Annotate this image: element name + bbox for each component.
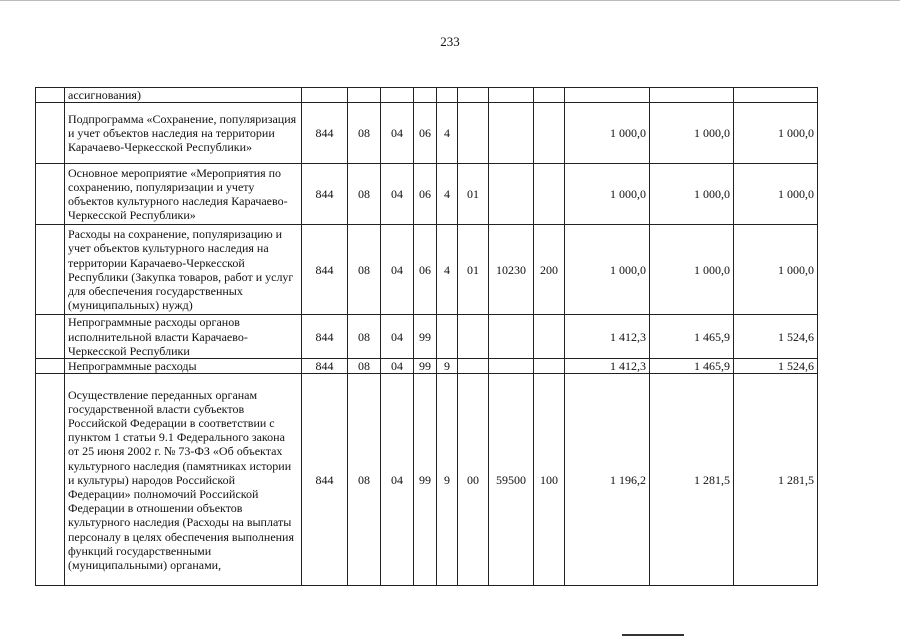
subprogram-code-cell [437,315,458,359]
section-code-cell [348,88,381,103]
amount-year-1-cell: 1 000,0 [565,103,650,164]
expense-type-cell [534,88,565,103]
page-bottom-mark [622,634,684,636]
expense-name-cell: Осуществление переданных органам государственной власти субъектов Российской Федерации в соответствии с пунктом 1 статьи 9.1 Федерального закона от 25 июня 2002 г. № 73-ФЗ «Об объектах культурного наследия (памятниках истории и культуры) народов Российской Федерации» полномочий Российской Федерации в отношении объектов культурного наследия (Расходы на выплаты персоналу в целях обеспечения выполнения функций государственными (муниципальными) органами, [65,374,302,586]
amount-year-1-cell: 1 000,0 [565,225,650,315]
direction-code-cell [489,315,534,359]
table-row [36,164,818,225]
expense-name-cell: Непрограммные расходы [65,359,302,374]
subsection-code-cell: 04 [381,315,414,359]
subprogram-code-cell: 9 [437,359,458,374]
event-code-cell [458,359,489,374]
amount-year-1-cell: 1 196,2 [565,374,650,586]
amount-year-3-cell: 1 000,0 [734,103,818,164]
amount-year-1-cell: 1 412,3 [565,359,650,374]
expense-type-cell: 200 [534,225,565,315]
subsection-code-cell [381,88,414,103]
event-code-cell [458,103,489,164]
subprogram-code-cell: 4 [437,225,458,315]
amount-year-3-cell: 1 000,0 [734,164,818,225]
amount-year-2-cell: 1 465,9 [650,315,734,359]
expense-type-cell [534,103,565,164]
table-row [36,359,818,374]
subprogram-code-cell: 4 [437,164,458,225]
section-code-cell: 08 [348,315,381,359]
subprogram-code-cell [437,88,458,103]
table-row [36,225,818,315]
direction-code-cell [489,88,534,103]
row-marker-cell [36,374,65,586]
row-marker-cell [36,315,65,359]
direction-code-cell: 10230 [489,225,534,315]
direction-code-cell [489,164,534,225]
amount-year-3-cell: 1 524,6 [734,315,818,359]
table-row [36,88,818,103]
amount-year-1-cell [565,88,650,103]
amount-year-3-cell: 1 524,6 [734,359,818,374]
expense-name-cell: Непрограммные расходы органов исполнительной власти Карачаево-Черкесской Республики [65,315,302,359]
expense-type-cell [534,315,565,359]
amount-year-2-cell: 1 000,0 [650,103,734,164]
row-marker-cell [36,359,65,374]
subprogram-code-cell: 4 [437,103,458,164]
row-marker-cell [36,103,65,164]
event-code-cell: 01 [458,225,489,315]
ministry-code-cell: 844 [302,374,348,586]
program-code-cell: 06 [414,164,437,225]
expense-name-cell: Расходы на сохранение, популяризацию и учет объектов культурного наследия на территории Карачаево-Черкесской Республики (Закупка товаров, работ и услуг для обеспечения государственных (муниципальных) нужд) [65,225,302,315]
page-top-edge [0,0,900,1]
direction-code-cell: 59500 [489,374,534,586]
row-marker-cell [36,164,65,225]
subsection-code-cell: 04 [381,225,414,315]
ministry-code-cell [302,88,348,103]
amount-year-1-cell: 1 000,0 [565,164,650,225]
program-code-cell: 99 [414,315,437,359]
section-code-cell: 08 [348,164,381,225]
amount-year-2-cell: 1 465,9 [650,359,734,374]
direction-code-cell [489,359,534,374]
subsection-code-cell: 04 [381,374,414,586]
ministry-code-cell: 844 [302,315,348,359]
expense-name-cell: Подпрограмма «Сохранение, популяризация и учет объектов наследия на территории Карачаево-Черкесской Республики» [65,103,302,164]
table-row [36,315,818,359]
section-code-cell: 08 [348,359,381,374]
event-code-cell: 00 [458,374,489,586]
amount-year-1-cell: 1 412,3 [565,315,650,359]
page-number: 233 [440,34,460,49]
amount-year-2-cell: 1 000,0 [650,164,734,225]
section-code-cell: 08 [348,374,381,586]
expense-type-cell [534,359,565,374]
program-code-cell [414,88,437,103]
event-code-cell [458,315,489,359]
section-code-cell: 08 [348,225,381,315]
program-code-cell: 99 [414,374,437,586]
amount-year-3-cell: 1 281,5 [734,374,818,586]
program-code-cell: 99 [414,359,437,374]
row-marker-cell [36,88,65,103]
expense-name-cell: Основное мероприятие «Мероприятия по сохранению, популяризации и учету объектов культурного наследия Карачаево-Черкесской Республики» [65,164,302,225]
expense-name-cell: ассигнования) [65,88,302,103]
program-code-cell: 06 [414,103,437,164]
amount-year-2-cell: 1 000,0 [650,225,734,315]
subsection-code-cell: 04 [381,359,414,374]
amount-year-2-cell: 1 281,5 [650,374,734,586]
ministry-code-cell: 844 [302,103,348,164]
event-code-cell: 01 [458,164,489,225]
amount-year-2-cell [650,88,734,103]
direction-code-cell [489,103,534,164]
subprogram-code-cell: 9 [437,374,458,586]
section-code-cell: 08 [348,103,381,164]
row-marker-cell [36,225,65,315]
amount-year-3-cell [734,88,818,103]
event-code-cell [458,88,489,103]
subsection-code-cell: 04 [381,103,414,164]
table-row [36,374,818,586]
amount-year-3-cell: 1 000,0 [734,225,818,315]
expense-type-cell: 100 [534,374,565,586]
ministry-code-cell: 844 [302,359,348,374]
ministry-code-cell: 844 [302,225,348,315]
budget-table [35,87,818,586]
subsection-code-cell: 04 [381,164,414,225]
expense-type-cell [534,164,565,225]
table-row [36,103,818,164]
program-code-cell: 06 [414,225,437,315]
ministry-code-cell: 844 [302,164,348,225]
